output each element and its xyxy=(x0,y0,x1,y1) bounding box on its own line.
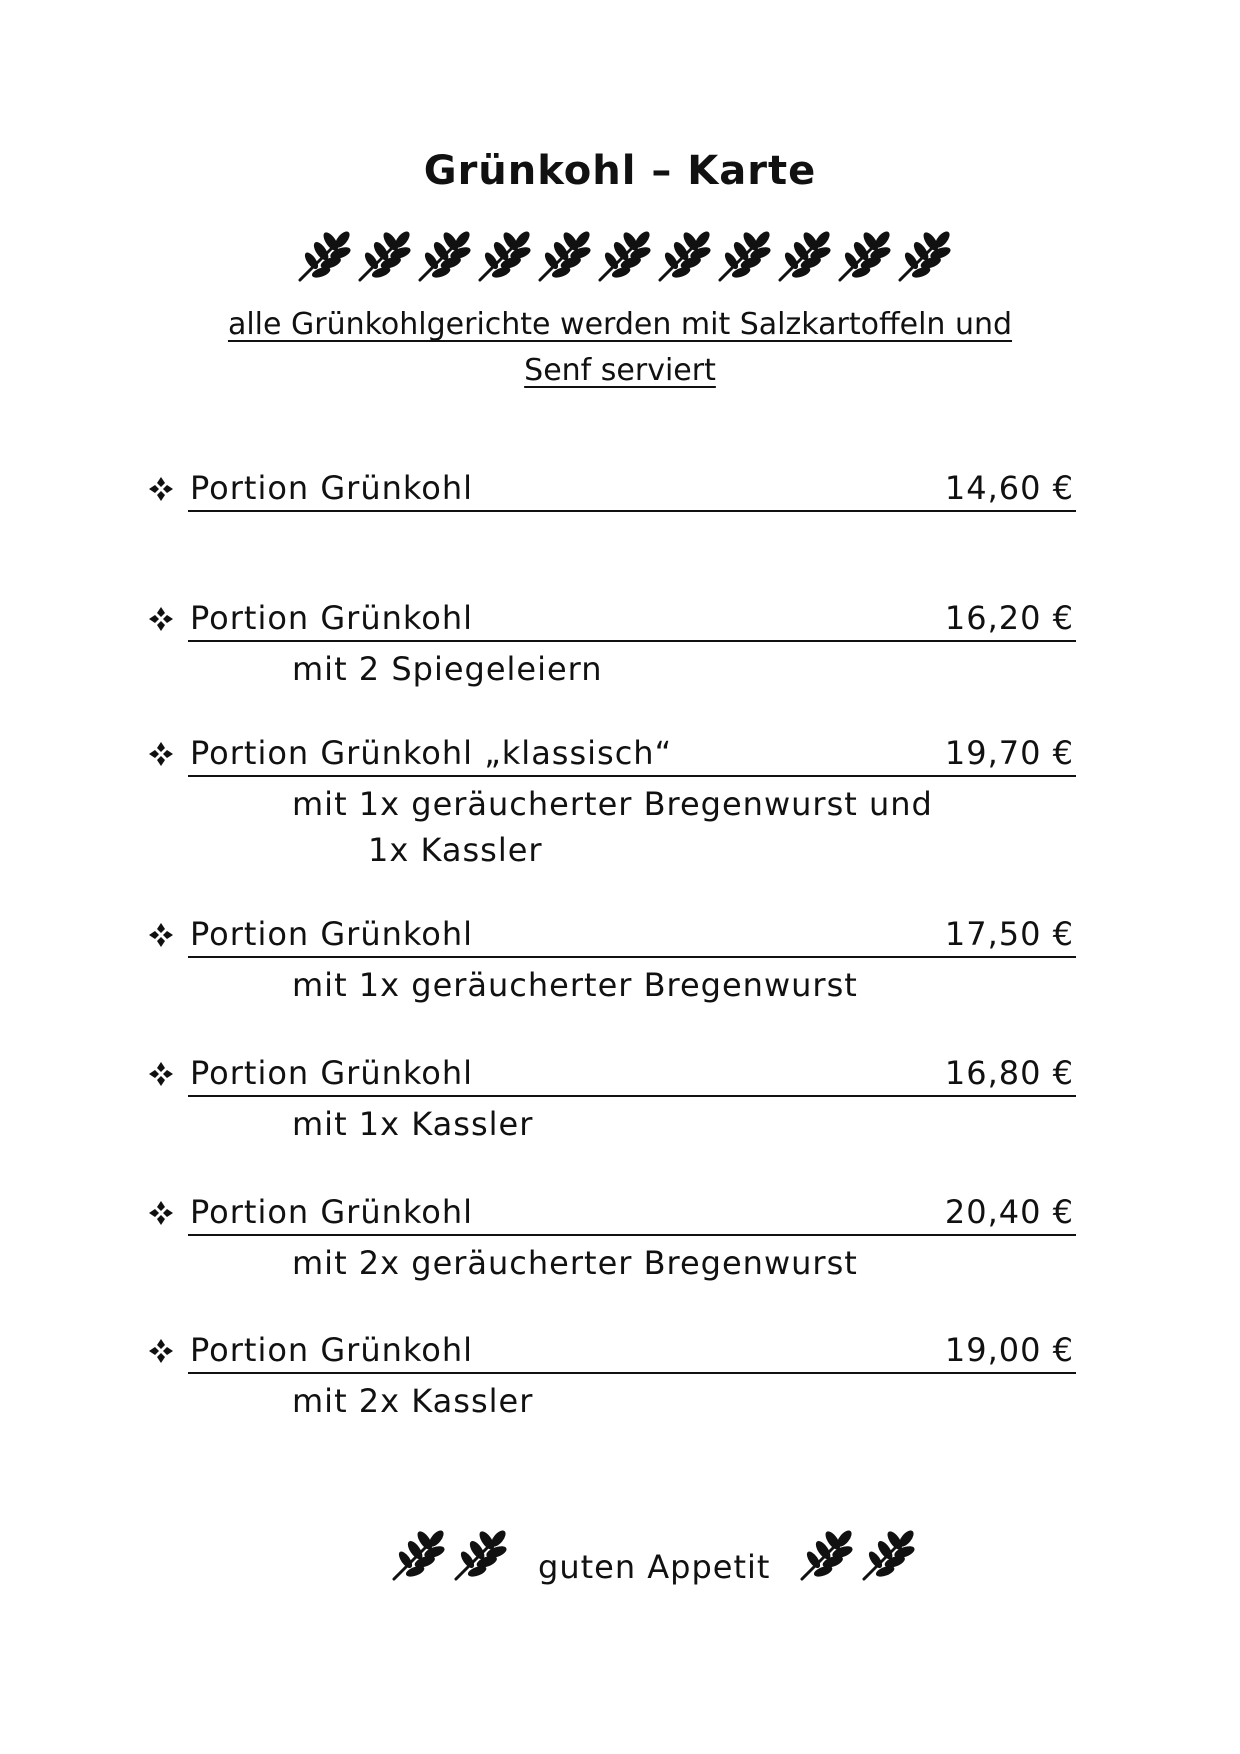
diamond-bullet-icon xyxy=(148,606,176,634)
item-name: Portion Grünkohl xyxy=(190,1054,474,1092)
item-price: 16,80 € xyxy=(944,1054,1074,1092)
item-description: mit 2x Kassler xyxy=(292,1382,534,1420)
item-price: 19,00 € xyxy=(944,1331,1074,1369)
diamond-bullet-icon xyxy=(148,1200,176,1228)
item-name: Portion Grünkohl xyxy=(190,469,474,507)
item-description: mit 1x Kassler xyxy=(292,1105,534,1143)
item-price: 20,40 € xyxy=(944,1193,1074,1231)
leaf-sprig-icon xyxy=(656,228,716,282)
item-description: mit 1x geräucherter Bregenwurst xyxy=(292,966,858,1004)
item-name: Portion Grünkohl xyxy=(190,1331,474,1369)
item-price: 16,20 € xyxy=(944,599,1074,637)
item-price: 14,60 € xyxy=(944,469,1074,507)
menu-subtitle xyxy=(120,302,1120,394)
footer-text: guten Appetit xyxy=(538,1548,771,1586)
diamond-bullet-icon xyxy=(148,1061,176,1089)
leaf-sprig-icon xyxy=(536,228,596,282)
item-description: 1x Kassler xyxy=(368,831,543,869)
diamond-bullet-icon xyxy=(148,922,176,950)
menu-item xyxy=(148,1192,1078,1286)
leaf-sprig-icon xyxy=(596,228,656,282)
item-description: mit 2 Spiegeleiern xyxy=(292,650,603,688)
menu-item xyxy=(148,914,1078,1008)
leaf-sprig-icon xyxy=(798,1527,860,1583)
item-name: Portion Grünkohl „klassisch“ xyxy=(190,734,673,772)
item-price: 17,50 € xyxy=(944,915,1074,953)
footer xyxy=(390,1520,922,1590)
leaf-sprig-icon xyxy=(896,228,956,282)
leaf-sprig-icon xyxy=(836,228,896,282)
item-name: Portion Grünkohl xyxy=(190,915,474,953)
leaf-sprig-icon xyxy=(296,228,356,282)
leaf-sprig-icon xyxy=(860,1527,922,1583)
item-price: 19,70 € xyxy=(944,734,1074,772)
item-name: Portion Grünkohl xyxy=(190,599,474,637)
page-title: Grünkohl – Karte xyxy=(423,148,817,194)
item-description: mit 1x geräucherter Bregenwurst und xyxy=(292,785,933,823)
subtitle-line-1: alle Grünkohlgerichte werden mit Salzkartoffeln und xyxy=(227,307,1013,342)
leaf-sprig-icon xyxy=(476,228,536,282)
menu-item xyxy=(148,1330,1078,1424)
menu-item xyxy=(148,1053,1078,1147)
leaf-sprig-icon xyxy=(776,228,836,282)
menu-item xyxy=(148,468,1078,516)
leaf-sprig-icon xyxy=(356,228,416,282)
leaf-sprig-icon xyxy=(452,1527,514,1583)
diamond-bullet-icon xyxy=(148,476,176,504)
subtitle-line-2: Senf serviert xyxy=(524,353,716,388)
diamond-bullet-icon xyxy=(148,741,176,769)
menu-item xyxy=(148,733,1078,873)
item-description: mit 2x geräucherter Bregenwurst xyxy=(292,1244,858,1282)
menu-item xyxy=(148,598,1078,692)
header-leaf-row xyxy=(296,228,956,282)
item-name: Portion Grünkohl xyxy=(190,1193,474,1231)
diamond-bullet-icon xyxy=(148,1338,176,1366)
leaf-sprig-icon xyxy=(416,228,476,282)
leaf-sprig-icon xyxy=(716,228,776,282)
leaf-sprig-icon xyxy=(390,1527,452,1583)
